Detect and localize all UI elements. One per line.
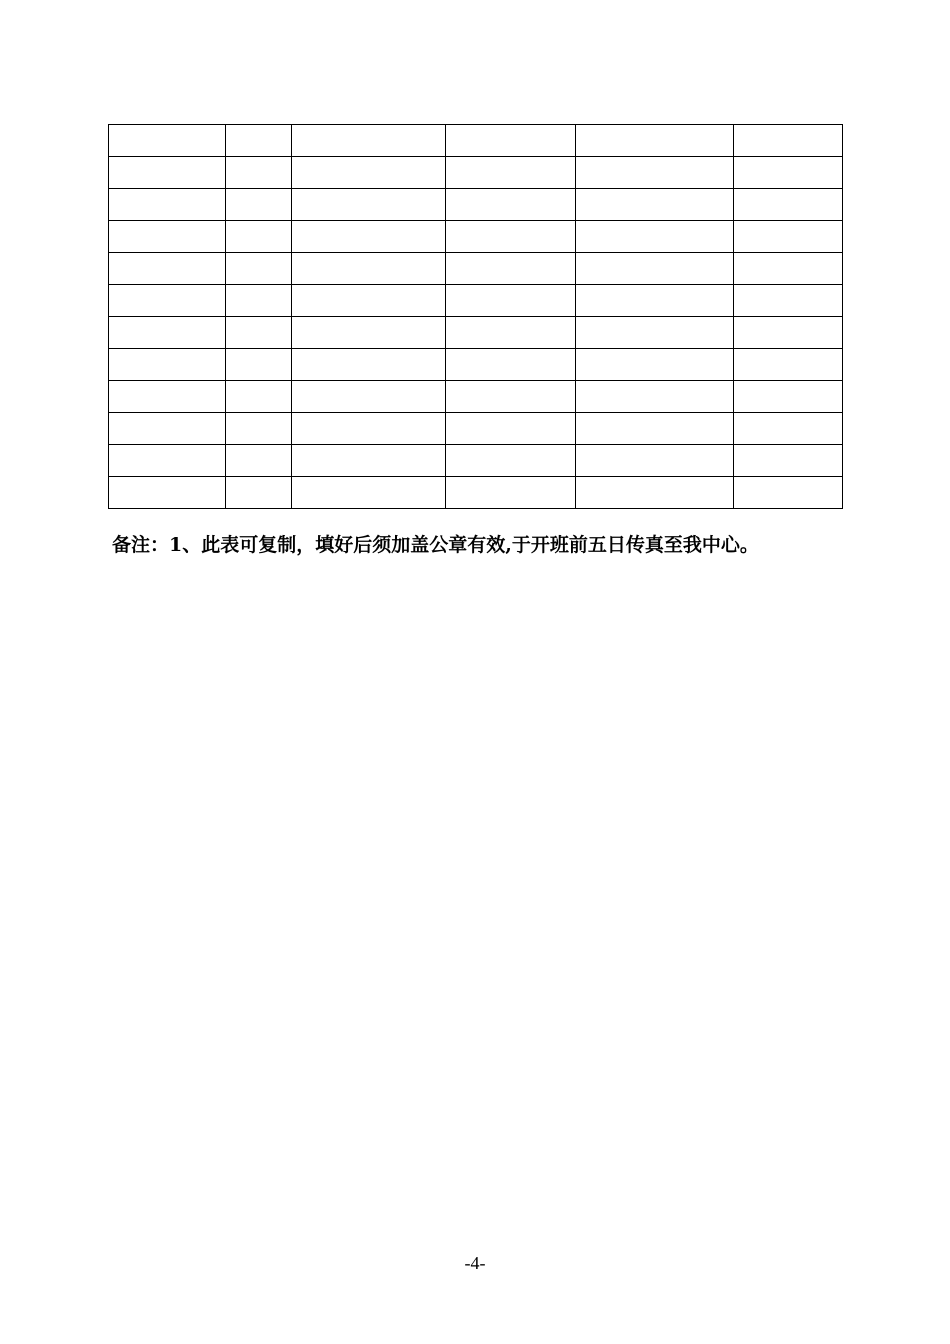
table-row [109,317,843,349]
table-cell [226,349,292,381]
table-cell [292,189,446,221]
table-row [109,445,843,477]
table-cell [109,317,226,349]
table-row [109,349,843,381]
table-cell [576,189,734,221]
table-cell [109,253,226,285]
table-cell [576,221,734,253]
table-cell [734,253,843,285]
table-cell [226,381,292,413]
table-cell [734,349,843,381]
table-cell [446,445,576,477]
table-cell [734,477,843,509]
table-cell [734,157,843,189]
table-cell [576,125,734,157]
table-cell [109,349,226,381]
table-cell [226,445,292,477]
table-cell [734,445,843,477]
table-cell [576,477,734,509]
table-cell [576,445,734,477]
table-cell [292,445,446,477]
table-row [109,477,843,509]
table-cell [446,221,576,253]
table-cell [576,413,734,445]
table-cell [292,381,446,413]
table-cell [109,413,226,445]
table-cell [734,413,843,445]
table-cell [226,189,292,221]
table-cell [109,221,226,253]
table-cell [292,413,446,445]
table-row [109,189,843,221]
table-cell [226,221,292,253]
table-cell [292,477,446,509]
form-table-body [109,125,843,509]
table-cell [446,413,576,445]
table-cell [109,125,226,157]
table-cell [446,125,576,157]
table-cell [292,125,446,157]
table-cell [226,413,292,445]
table-cell [292,349,446,381]
table-cell [576,157,734,189]
table-cell [446,157,576,189]
table-cell [226,125,292,157]
table-cell [576,349,734,381]
table-cell [109,285,226,317]
table-cell [292,317,446,349]
table-cell [734,381,843,413]
remark-note: 备注：1、此表可复制，填好后须加盖公章有效,于开班前五日传真至我中心。 [112,534,759,556]
table-row [109,381,843,413]
table-cell [446,349,576,381]
table-cell [734,189,843,221]
table-row [109,253,843,285]
table-cell [446,285,576,317]
table-cell [734,125,843,157]
table-cell [446,189,576,221]
table-cell [109,445,226,477]
table-cell [734,317,843,349]
table-cell [226,253,292,285]
table-cell [576,381,734,413]
table-cell [734,285,843,317]
table-row [109,157,843,189]
table-cell [446,253,576,285]
table-cell [292,253,446,285]
table-cell [576,317,734,349]
table-cell [292,285,446,317]
table-cell [576,285,734,317]
table-row [109,413,843,445]
table-cell [226,317,292,349]
table-cell [226,285,292,317]
table-cell [734,221,843,253]
table-cell [109,157,226,189]
table-cell [109,477,226,509]
table-cell [109,381,226,413]
page-number: -4- [464,1253,486,1273]
table-cell [576,253,734,285]
table-cell [292,157,446,189]
table-row [109,285,843,317]
table-cell [446,381,576,413]
registration-form-table [108,124,843,509]
table-cell [226,477,292,509]
table-cell [446,317,576,349]
table-row [109,125,843,157]
table-cell [226,157,292,189]
table-cell [292,221,446,253]
table-cell [446,477,576,509]
table-cell [109,189,226,221]
table-row [109,221,843,253]
